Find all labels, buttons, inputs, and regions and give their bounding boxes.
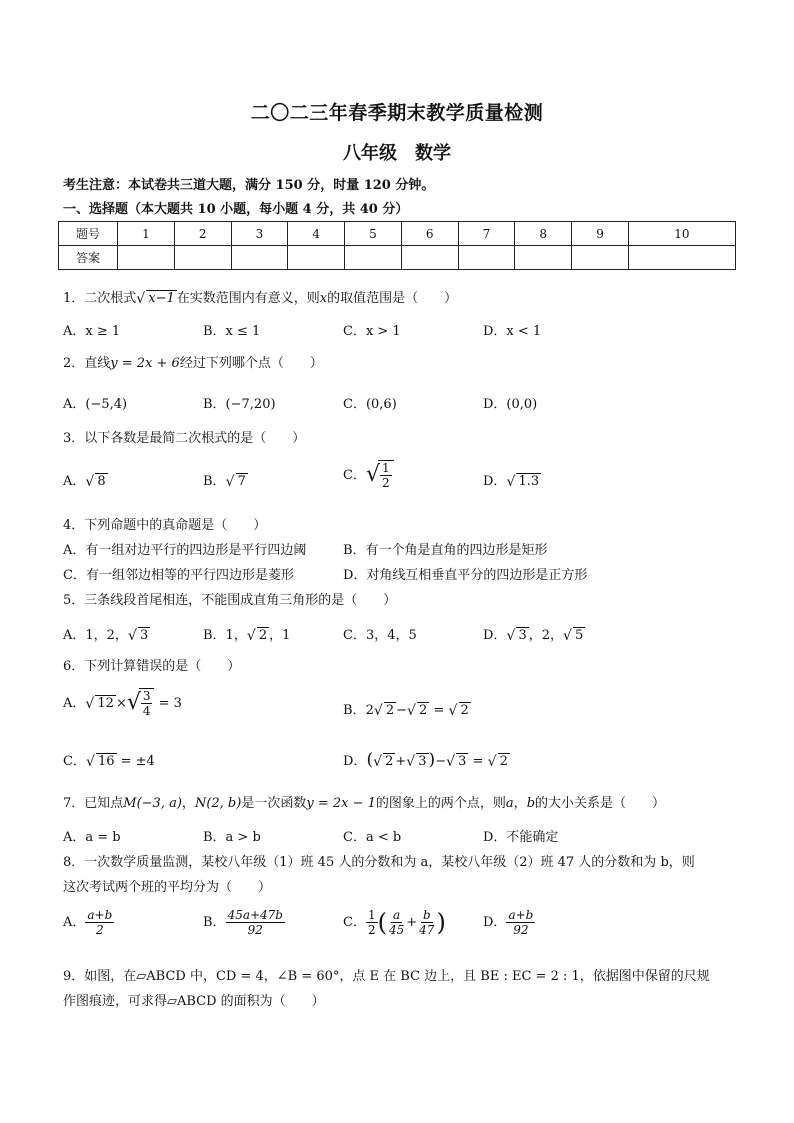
answer-cell[interactable] (572, 246, 629, 270)
exam-subtitle: 八年级 数学 (343, 143, 451, 164)
question-8-line-1: 8．一次数学质量监测，某校八年级（1）班 45 人的分数和为 a，某校八年级（2）班 47 人的分数和为 b，则 (63, 855, 695, 870)
question-1: 1．二次根式 √ x−1 在实数范围内有意义，则x的取值范围是（ ） (63, 291, 458, 307)
q5-option-c: C．3，4，5 (343, 628, 417, 643)
q1-option-d: D．x < 1 (483, 324, 542, 339)
answer-table-number: 8 (515, 222, 572, 246)
q3-option-d: D． √ 1.3 (483, 474, 540, 490)
q5-option-a: A．1，2， √ 3 (63, 628, 149, 644)
q1-option-a: A．x ≥ 1 (63, 324, 121, 339)
q8-option-b: B． $\frac{45a+47b}{92}$ (203, 908, 283, 937)
q4-option-c: C．有一组邻边相等的平行四边形是菱形 (63, 568, 294, 583)
q3-option-a: A． √ 8 (63, 474, 106, 490)
answer-table-answer-row (59, 246, 736, 270)
answer-cell[interactable] (458, 246, 515, 270)
q8-option-d: D． $\frac{a+b}{92}$ (483, 908, 534, 937)
q4-option-a: A．有一组对边平行的四边形是平行四边阈 (63, 543, 307, 558)
exam-title: 二〇二三年春季期末教学质量检测 (250, 102, 544, 124)
answer-table-number: 1 (118, 222, 175, 246)
q2-equation: y = 2x + 6 (110, 356, 180, 371)
answer-cell[interactable] (231, 246, 288, 270)
question-7: 7．已知点M(−3, a)，N(2, b)是一次函数y = 2x − 1的图象上的两个点，则a，b的大小关系是（ ） (63, 796, 666, 811)
q8-option-a: A． $\frac{a+b}{2}$ (63, 908, 113, 937)
answer-table-number: 9 (572, 222, 629, 246)
q2-option-a: A．(−5,4) (63, 397, 128, 412)
answer-cell[interactable] (345, 246, 402, 270)
q4-option-b: B．有一个角是直角的四边形是矩形 (343, 543, 548, 558)
q2-option-b: B．(−7,20) (203, 397, 276, 412)
answer-table-header-row (59, 222, 736, 246)
answer-table-number: 5 (345, 222, 402, 246)
answer-table-number: 2 (174, 222, 231, 246)
q3-option-b: B． √ 7 (203, 474, 246, 490)
answer-cell[interactable] (401, 246, 458, 270)
question-9-line-1: 9．如图，在▱ABCD 中，CD = 4，∠B = 60°，点 E 在 BC 边上，且 BE : EC = 2 : 1，依据图中保留的尺规 (63, 969, 710, 984)
answer-table-number: 7 (458, 222, 515, 246)
q1-option-b: B．x ≤ 1 (203, 324, 261, 339)
q6-option-b: B．2 √ 2 − √ 2 = √ 2 (343, 703, 469, 719)
answer-cell[interactable] (174, 246, 231, 270)
q7-option-a: A．a = b (63, 830, 121, 845)
exam-notice: 考生注意：本试卷共三道大题，满分 150 分，时量 120 分钟。 (63, 178, 435, 193)
question-2: 2．直线y = 2x + 6经过下列哪个点（ ） (63, 356, 323, 371)
q2-option-d: D．(0,0) (483, 397, 538, 412)
answer-table-number: 3 (231, 222, 288, 246)
q5-option-d: D． √ 3 ，2， √ 5 (483, 628, 584, 644)
q5-option-b: B．1， √ 2 ，1 (203, 628, 291, 644)
q6-option-c: C． √ 16 = ±4 (63, 754, 155, 770)
q3-option-c: C． √ $\frac{1}{2}$ (343, 460, 394, 490)
question-4: 4．下列命题中的真命题是（ ） (63, 518, 267, 533)
answer-cell[interactable] (628, 246, 735, 270)
q7-option-d: D．不能确定 (483, 830, 559, 845)
q6-option-d: D．( √ 2 + √ 3 )− √ 3 = √ 2 (343, 750, 508, 770)
q7-option-c: C．a < b (343, 830, 402, 845)
answer-table-number: 6 (401, 222, 458, 246)
section-heading: 一、选择题（本大题共 10 小题，每小题 4 分，共 40 分） (63, 202, 409, 217)
question-5: 5．三条线段首尾相连，不能围成直角三角形的是（ ） (63, 593, 397, 608)
answer-table-header-label: 题号 (59, 222, 118, 246)
q6-option-a: A． √ 12 × √ $\frac{3}{4}$ = 3 (63, 689, 182, 718)
answer-cell[interactable] (515, 246, 572, 270)
q1-radical: √ x−1 (136, 291, 175, 307)
q1-option-c: C．x > 1 (343, 324, 401, 339)
answer-cell[interactable] (288, 246, 345, 270)
question-6: 6．下列计算错误的是（ ） (63, 659, 241, 674)
answer-table-number: 4 (288, 222, 345, 246)
q1-pre: 1．二次根式 (63, 291, 137, 306)
q7-option-b: B．a > b (203, 830, 261, 845)
answer-table-answer-label: 答案 (59, 246, 118, 270)
q8-option-c: C． $\frac{1}{2}$ ( $\frac{a}{45}$ + $\frac{b}{47}$ ) (343, 908, 446, 937)
question-3: 3．以下各数是最简二次根式的是（ ） (63, 431, 306, 446)
question-8-line-2: 这次考试两个班的平均分为（ ） (63, 880, 272, 895)
q4-option-d: D．对角线互相垂直平分的四边形是正方形 (343, 568, 588, 583)
answer-table-number: 10 (628, 222, 735, 246)
answer-table (58, 221, 736, 270)
question-9-line-2: 作图痕迹，可求得▱ABCD 的面积为（ ） (63, 994, 325, 1009)
q2-option-c: C．(0,6) (343, 397, 397, 412)
answer-cell[interactable] (118, 246, 175, 270)
